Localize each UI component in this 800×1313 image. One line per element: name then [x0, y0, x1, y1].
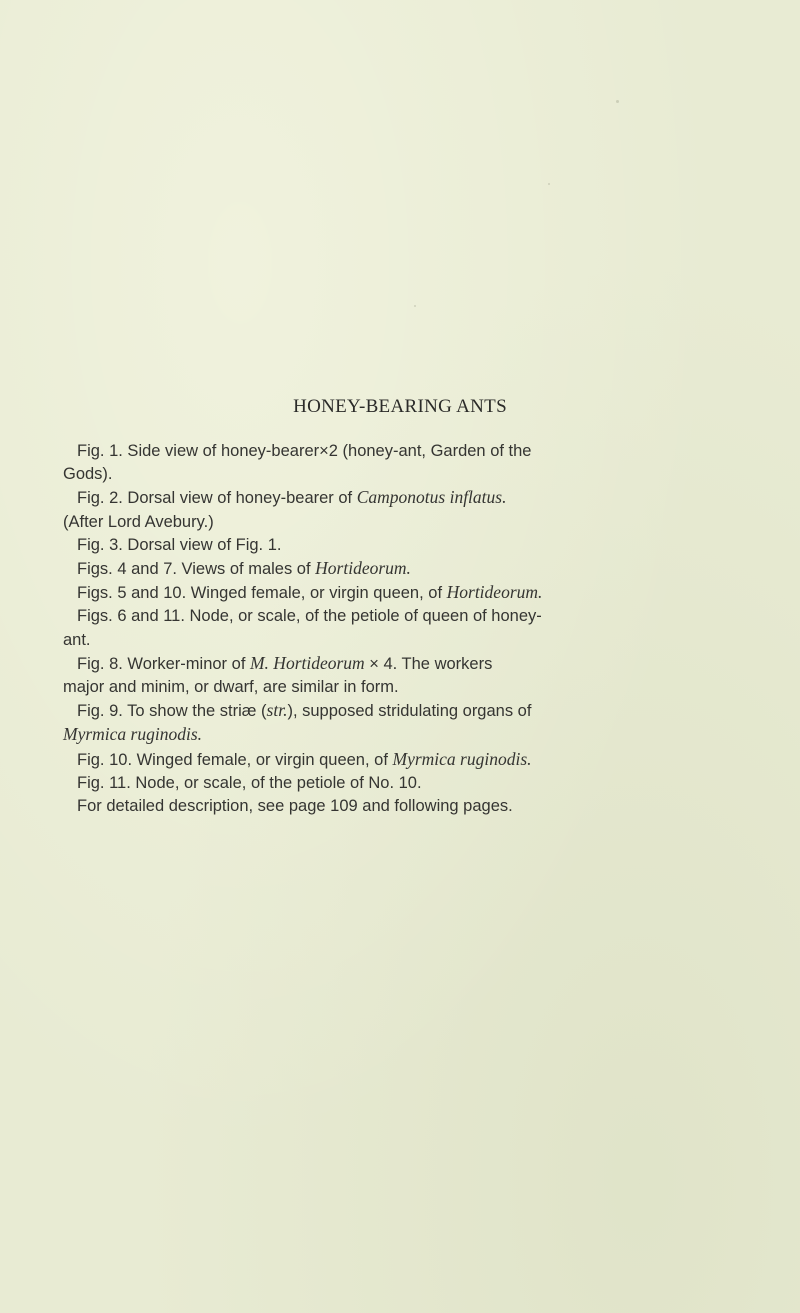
- caption-text: (After Lord Avebury.): [63, 512, 214, 531]
- italic-text: Hortideorum.: [315, 558, 411, 579]
- caption-line: [63, 676, 713, 699]
- caption-line: [77, 486, 713, 510]
- caption-fig1: [63, 440, 713, 486]
- caption-text: Figs. 6 and 11. Node, or scale, of the petiole of queen of honey-: [77, 607, 542, 626]
- italic-text: M. Hortideorum: [249, 652, 365, 673]
- page-title: HONEY-BEARING ANTS: [293, 396, 507, 417]
- caption-fig11: [77, 772, 713, 795]
- caption-figs5_10: [77, 581, 713, 605]
- caption-fig3: [77, 534, 713, 557]
- italic-text: Camponotus inflatus.: [356, 487, 507, 508]
- paper-speck: [548, 183, 550, 185]
- caption-text: × 4. The workers: [364, 654, 493, 673]
- caption-line: [77, 534, 713, 557]
- italic-text: Myrmica ruginodis.: [392, 748, 532, 769]
- caption-fig8: [63, 652, 713, 699]
- italic-text: str.: [266, 700, 288, 721]
- caption-text: ), supposed stridulating organs of: [287, 702, 532, 721]
- caption-text: Figs. 5 and 10. Winged female, or virgin queen, of: [77, 584, 447, 603]
- caption-line: [63, 511, 713, 534]
- caption-text: Fig. 3. Dorsal view of Fig. 1.: [77, 535, 282, 554]
- figure-captions: [63, 440, 713, 818]
- caption-text: major and minim, or dwarf, are similar in form.: [63, 678, 399, 697]
- caption-text: Fig. 9. To show the striæ (: [77, 702, 267, 721]
- caption-line: [77, 772, 713, 795]
- paper-speck: [414, 305, 416, 307]
- italic-text: Hortideorum.: [446, 582, 543, 603]
- caption-fig10: [77, 748, 713, 772]
- caption-line: [77, 440, 713, 463]
- caption-fig9: [63, 699, 713, 747]
- caption-line: [77, 699, 713, 723]
- caption-text: Fig. 2. Dorsal view of honey-bearer of: [77, 489, 357, 508]
- caption-text: ant.: [63, 630, 91, 649]
- caption-text: Fig. 11. Node, or scale, of the petiole of No. 10.: [77, 773, 422, 792]
- caption-line: [77, 581, 713, 605]
- caption-line: [63, 629, 713, 652]
- caption-note: [77, 795, 713, 818]
- caption-text: Fig. 10. Winged female, or virgin queen, of: [77, 750, 393, 769]
- caption-figs4_7: [77, 557, 713, 581]
- caption-text: Figs. 4 and 7. Views of males of: [77, 560, 316, 579]
- caption-text: For detailed description, see page 109 and following pages.: [77, 797, 513, 816]
- caption-text: Fig. 8. Worker-minor of: [77, 654, 250, 673]
- italic-text: Myrmica ruginodis.: [63, 724, 203, 745]
- caption-line: [77, 748, 713, 772]
- caption-text: Gods).: [63, 465, 113, 484]
- caption-text: Fig. 1. Side view of honey-bearer×2 (honey-ant, Garden of the: [77, 442, 532, 460]
- caption-line: [63, 463, 713, 486]
- caption-line: [77, 605, 713, 628]
- caption-line: [63, 723, 713, 747]
- caption-line: [77, 652, 713, 676]
- paper-speck: [616, 100, 619, 103]
- caption-figs6_11: [63, 605, 713, 651]
- caption-fig2: [63, 486, 713, 533]
- caption-line: [77, 557, 713, 581]
- caption-line: [77, 795, 713, 818]
